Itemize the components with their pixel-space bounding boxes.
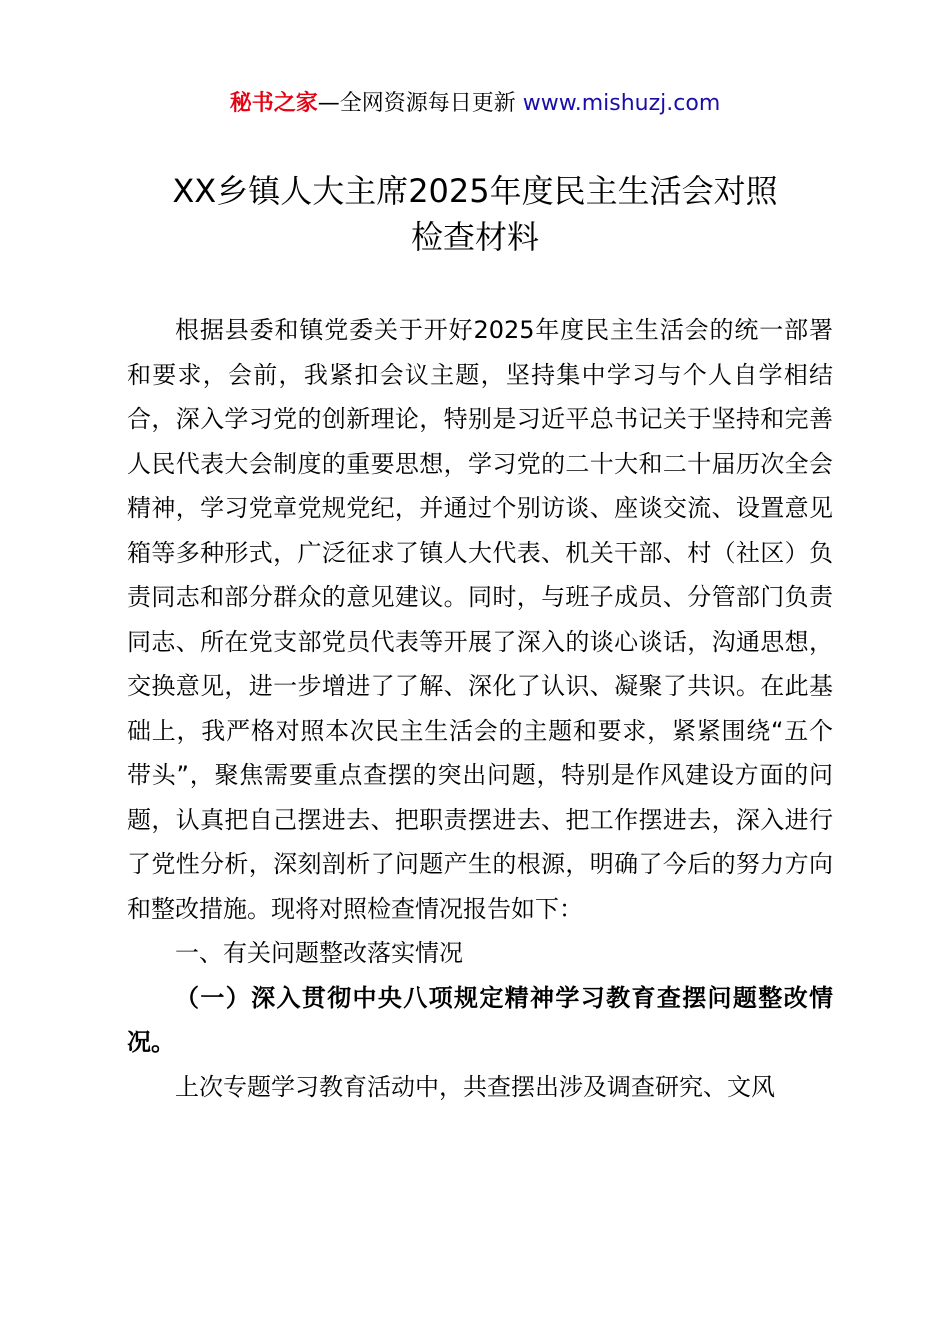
section-heading: 一、有关问题整改落实情况	[175, 939, 463, 967]
site-header	[0, 88, 950, 120]
document-title	[60, 168, 890, 260]
site-url-link[interactable]: www.mishuzj.com	[522, 91, 721, 116]
document-body	[127, 308, 833, 1109]
subsection-heading: （一）深入贯彻中央八项规定精神学习教育查摆问题整改情况。	[127, 983, 833, 1056]
intro-paragraph: 根据县委和镇党委关于开好2025年度民主生活会的统一部署和要求，会前，我紧扣会议主题，坚持集中学习与个人自学相结合，深入学习党的创新理论，特别是习近平总书记关于坚持和完善人民代表大会制度的重要思想，学习党的二十大和二十届历次全会精神，学习党章党规党纪，并通过个别访谈、座谈交流、设置意见箱等多种形式，广泛征求了镇人大代表、机关干部、村（社区）负责同志和部分群众的意见建议。同时，与班子成员、分管部门负责同志、所在党支部党员代表等开展了深入的谈心谈话，沟通思想，交换意见，进一步增进了了解、深化了认识、凝聚了共识。在此基础上，我严格对照本次民主生活会的主题和要求，紧紧围绕“五个带头”，聚焦需要重点查摆的突出问题，特别是作风建设方面的问题，认真把自己摆进去、把职责摆进去、把工作摆进去，深入进行了党性分析，深刻剖析了问题产生的根源，明确了今后的努力方向和整改措施。现将对照检查情况报告如下：	[127, 316, 833, 923]
document-title-line2: 检查材料	[410, 218, 539, 256]
site-slogan: —全网资源每日更新	[317, 91, 523, 116]
site-brand: 秘书之家	[229, 91, 318, 116]
body-paragraph: 上次专题学习教育活动中，共查摆出涉及调查研究、文风	[175, 1072, 775, 1101]
document-title-line1: XX乡镇人大主席2025年度民主生活会对照	[172, 172, 778, 210]
